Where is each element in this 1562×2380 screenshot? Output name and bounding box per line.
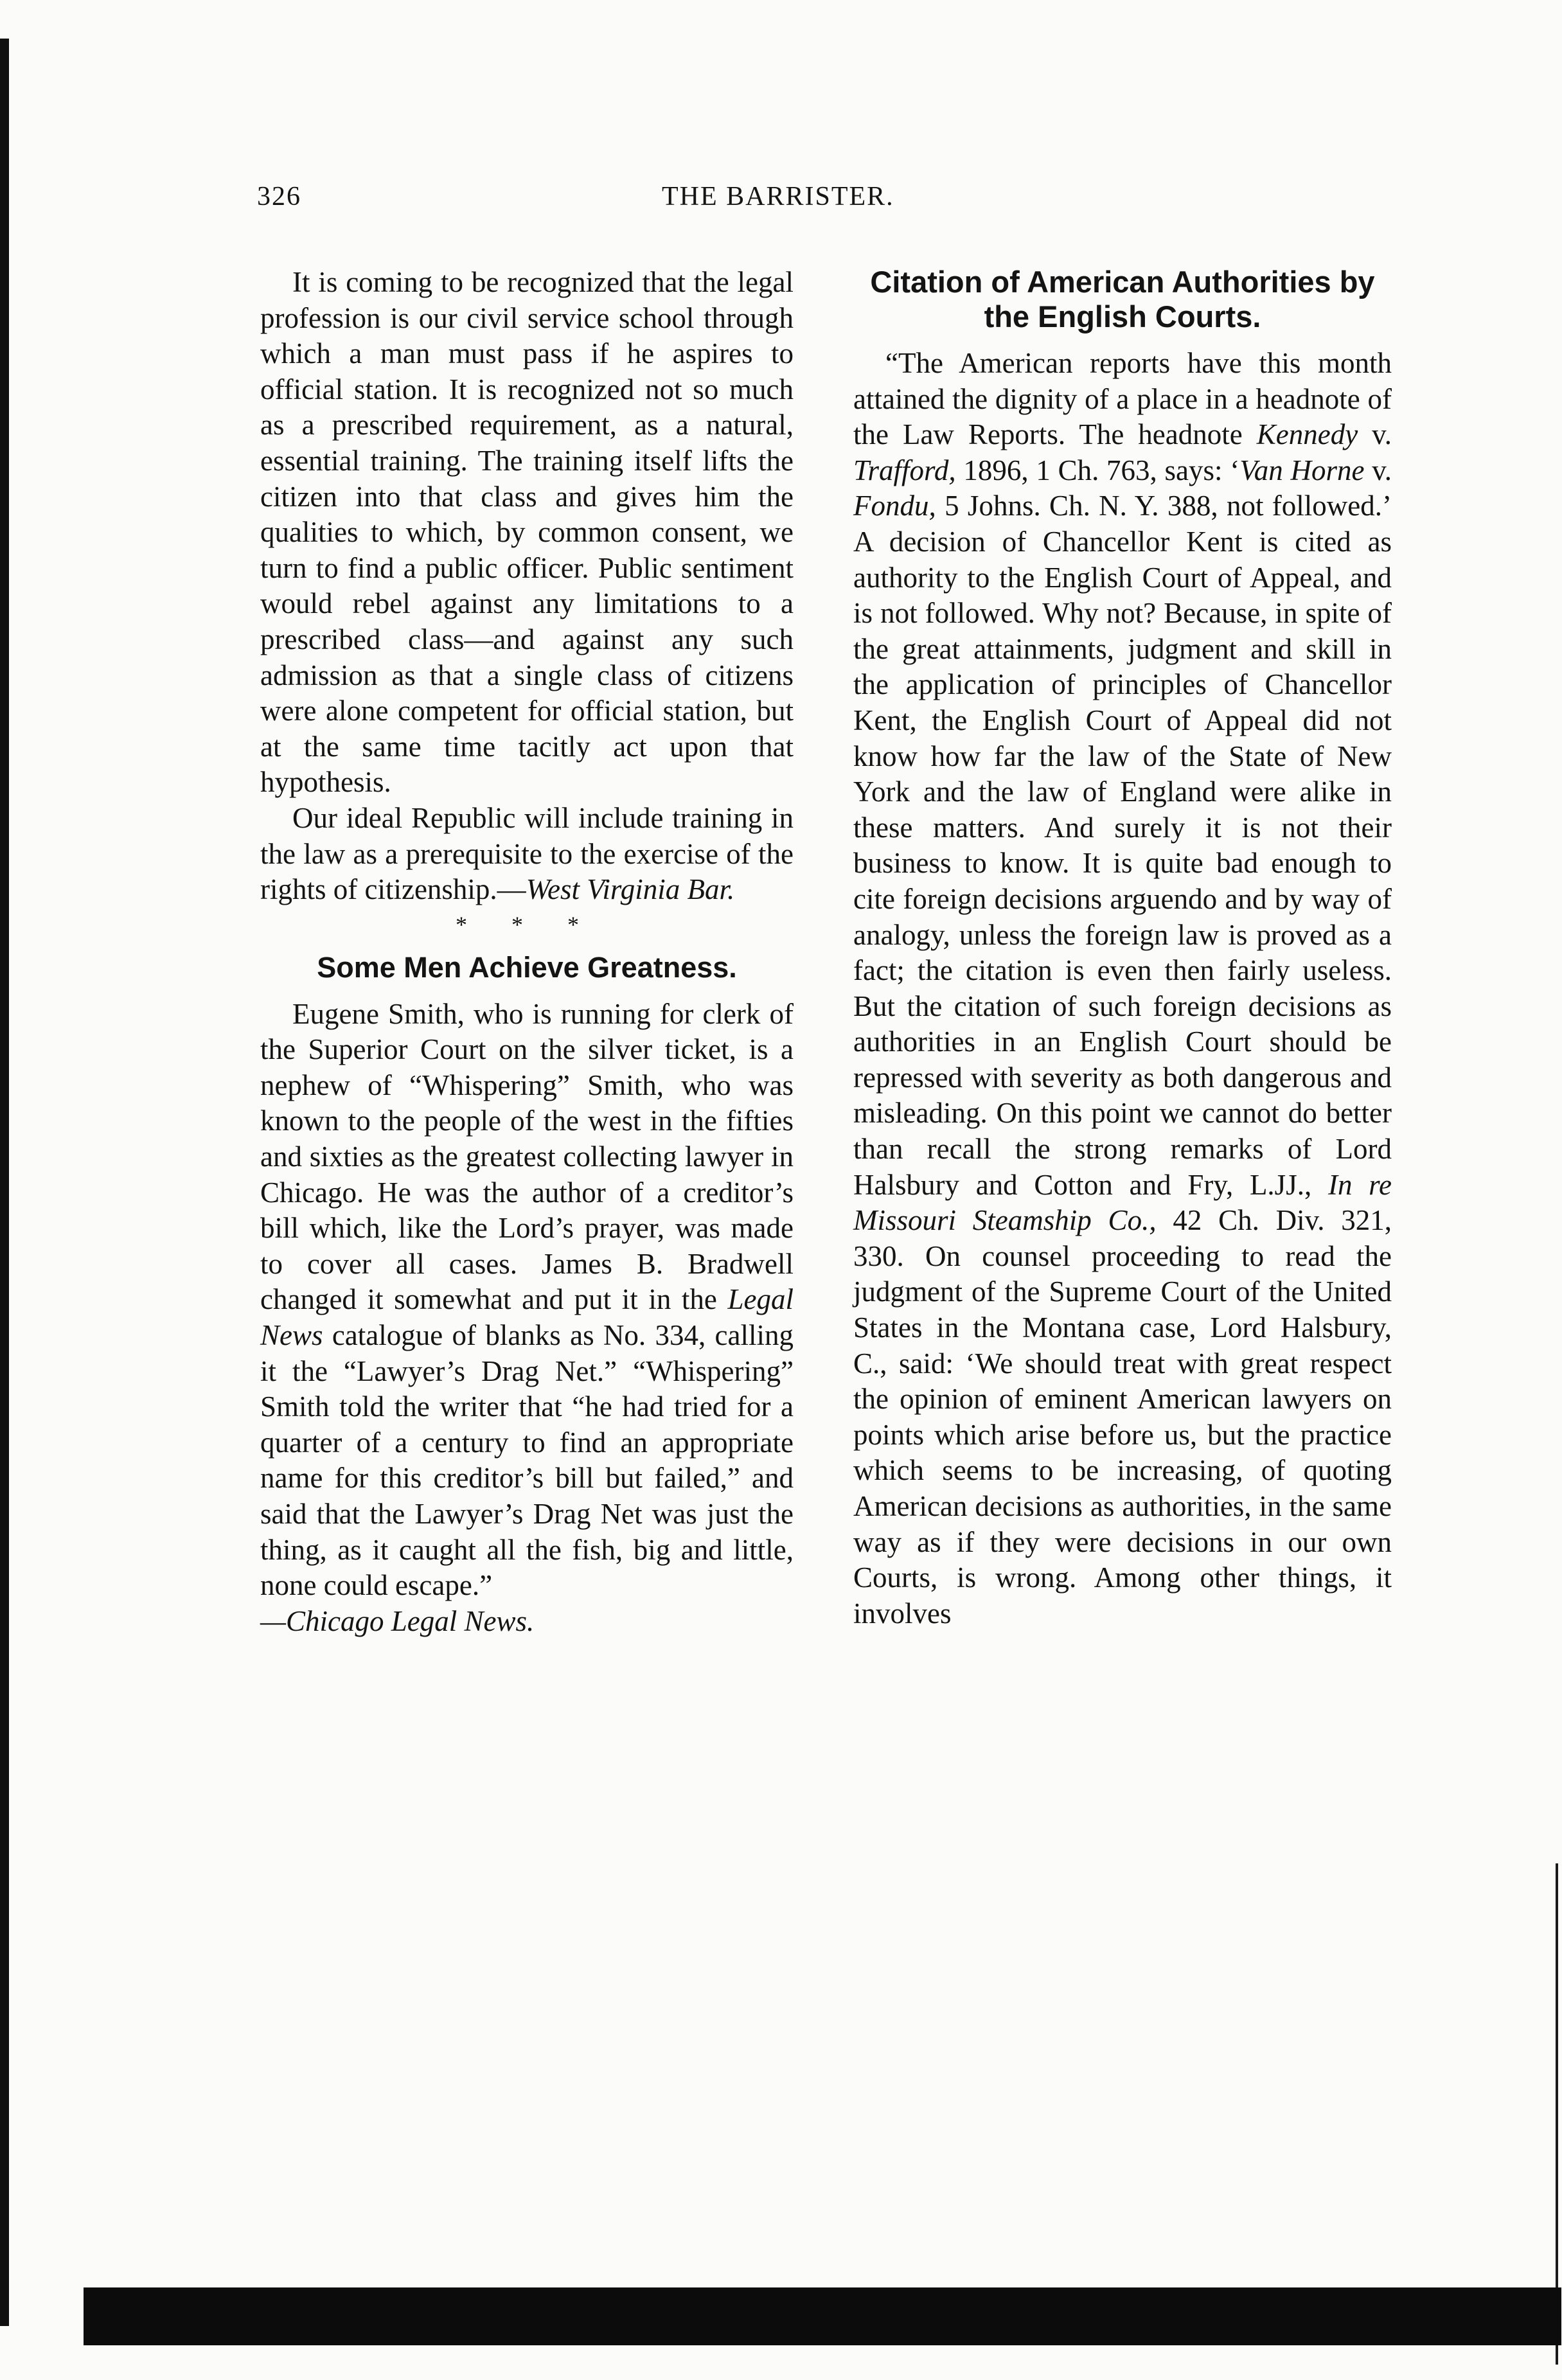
right-column <box>853 265 1392 1631</box>
case-fondu: Fondu, <box>853 490 936 522</box>
case-van-horne: Van Horne <box>1239 454 1365 486</box>
article-heading-greatness: Some Men Achieve Greatness. <box>317 950 737 984</box>
source-chicago-legal-news: —Chicago Legal News. <box>260 1604 535 1637</box>
case-missouri-steamship: In re Missouri Steamship Co., <box>853 1168 1392 1237</box>
case-trafford: Trafford, <box>853 454 956 486</box>
text-run-d: v. <box>1364 454 1392 486</box>
scan-edge-left <box>0 39 9 2326</box>
page-number: 326 <box>257 182 301 211</box>
text-run-e: 5 Johns. Ch. N. Y. 388, not followed.’ A decision of Chancellor Kent is cited as authority to the English Court of Appeal, and is not followed. Why not? Because, in spite of the great attainments, judgment and skill in the application of principles of Chancellor Kent, the English Court of Appeal did not know how far the law of the State of New York and the law of England were alike in these matters. And surely it is not their business to know. It is quite bad enough to cite foreign decisions arguendo and by way of analogy, unless the foreign law is proved as a fact; the citation is even then fairly useless. But the citation of such foreign decisions as authorities in an English Court should be repressed with severity as both dangerous and misleading. On this point we cannot do better than recall the strong remarks of Lord Halsbury and Cotton and Fry, L.JJ., <box>853 490 1392 1201</box>
paragraph-eugene-smith <box>260 997 794 1604</box>
paragraph-eugene-smith-b: catalogue of blanks as No. 334, calling it the “Lawyer’s Drag Net.” “Whispering” Smith told the writer that “he had tried for a quarter of a century to find an appropriate name for this creditor’s bill but failed,” and said that the Lawyer’s Drag Net was just the thing, as it caught all the fish, big and little, none could escape.” <box>260 1319 794 1602</box>
paragraph-ideal-republic <box>260 801 794 908</box>
paragraph-eugene-smith-a: Eugene Smith, who is running for clerk of the Superior Court on the silver ticket, is a nephew of “Whispering” Smith, who was known to the people of the west in the fifties and sixties as the greatest collecting lawyer in Chicago. He was the author of a creditor’s bill which, like the Lord’s prayer, was made to cover all cases. James B. Bradwell changed it somewhat and put it in the <box>260 997 794 1316</box>
text-run-b: v. <box>1358 418 1392 451</box>
case-kennedy: Kennedy <box>1256 418 1358 451</box>
text-run-f: 42 Ch. Div. 321, 330. On counsel proceeding to read the judgment of the Supreme Court of the United States in the Montana case, Lord Halsbury, C., said: ‘We should treat with great respect the opinion of eminent American lawyers on points which arise before us, but the practice which seems to be increasing, of quoting American decisions as authorities, in the same way as if they were decisions in our own Courts, is wrong. Among other things, it involves <box>853 1204 1392 1630</box>
text-run-c: 1896, 1 Ch. 763, says: ‘ <box>955 454 1240 486</box>
paragraph-ideal-republic-text: Our ideal Republic will include training in the law as a prerequisite to the exercise of the rights of citizenship.— <box>260 801 794 906</box>
article-heading-citation: Citation of American Authorities by the English Courts. <box>870 265 1375 333</box>
source-west-virginia-bar: West Virginia Bar. <box>526 873 735 906</box>
left-column <box>260 265 794 1639</box>
page-header <box>257 181 1414 226</box>
paragraph-american-reports <box>853 346 1392 1631</box>
text-run-a: “The American reports have this month attained the dignity of a place in a headnote of the Law Reports. The headnote <box>853 347 1392 451</box>
running-head: THE BARRISTER. <box>662 182 894 211</box>
scan-edge-bottom <box>84 2287 1561 2345</box>
paragraph-legal-profession: It is coming to be recognized that the legal profession is our civil service school through which a man must pass if he aspires to official station. It is recognized not so much as a prescribed requirement, as a natural, essential training. The training itself lifts the citizen into that class and gives him the qualities to which, by common consent, we turn to find a public officer. Public sentiment would rebel against any limitations to a prescribed class—and against any such admission as that a single class of citizens were alone competent for official station, but at the same time tacitly act upon that hypothesis. <box>260 266 794 799</box>
legal-news-italic: Legal News <box>260 1283 794 1352</box>
section-separator: * * * <box>456 911 598 937</box>
